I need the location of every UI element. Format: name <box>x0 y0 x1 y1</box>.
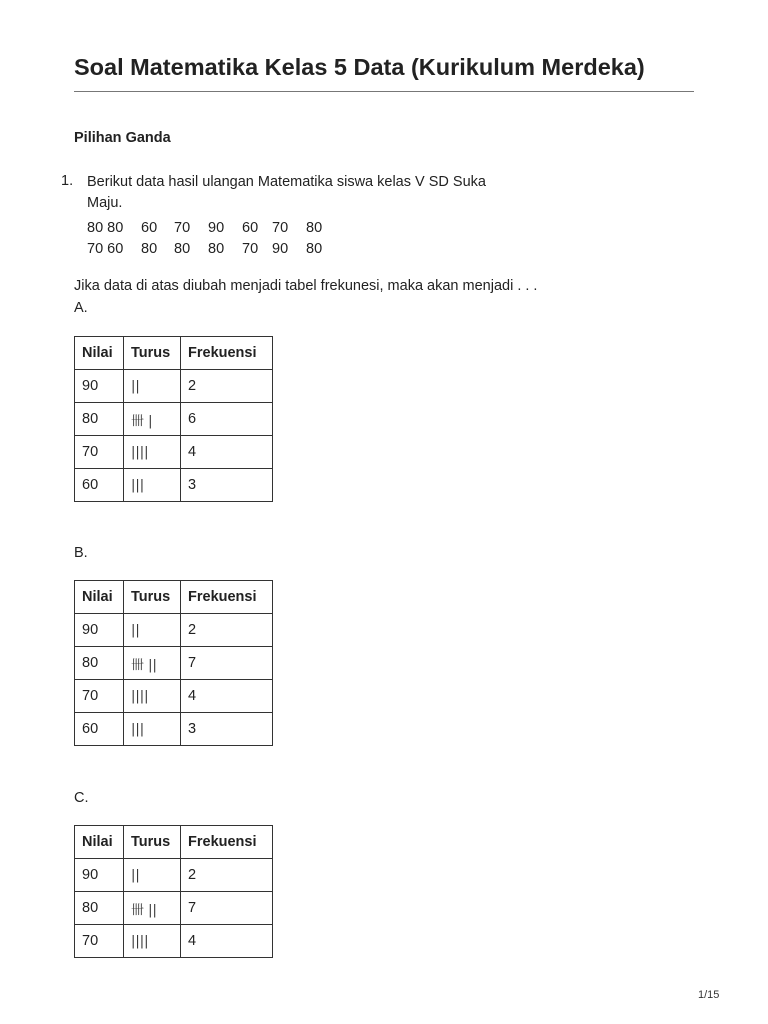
title-divider <box>74 91 694 92</box>
score-value: 70 <box>174 220 191 236</box>
option-label-b: B. <box>74 545 88 561</box>
cell-turus: 卌 || <box>124 892 181 925</box>
cell-nilai: 60 <box>75 713 124 746</box>
cell-turus: |||| <box>124 680 181 713</box>
table-row <box>75 713 273 746</box>
score-value: 80 80 <box>87 220 124 236</box>
score-value: 80 <box>306 220 323 236</box>
table-row <box>75 370 273 403</box>
cell-turus: || <box>124 859 181 892</box>
score-value: 80 <box>141 241 158 257</box>
question-instruction: Jika data di atas diubah menjadi tabel frekunesi, maka akan menjadi . . . <box>74 278 538 294</box>
table-row <box>75 436 273 469</box>
score-value: 90 <box>208 220 225 236</box>
score-value: 60 <box>141 220 158 236</box>
cell-frekuensi: 6 <box>181 403 273 436</box>
option-label-c: C. <box>74 790 89 806</box>
section-heading: Pilihan Ganda <box>74 130 171 146</box>
cell-nilai: 70 <box>75 436 124 469</box>
cell-frekuensi: 3 <box>181 469 273 502</box>
table-row <box>75 614 273 647</box>
header-turus: Turus <box>124 337 181 370</box>
cell-turus: ||| <box>124 713 181 746</box>
table-header-row <box>75 826 273 859</box>
header-frekuensi: Frekuensi <box>181 337 273 370</box>
option-label-a: A. <box>74 300 88 316</box>
table-row <box>75 469 273 502</box>
cell-frekuensi: 2 <box>181 370 273 403</box>
cell-turus: || <box>124 370 181 403</box>
score-value: 80 <box>306 241 323 257</box>
question-text: Berikut data hasil ulangan Matematika siswa kelas V SD Suka Maju. <box>87 174 486 211</box>
table-header-row <box>75 581 273 614</box>
score-value: 70 <box>242 241 259 257</box>
table-row <box>75 403 273 436</box>
cell-nilai: 90 <box>75 614 124 647</box>
cell-nilai: 80 <box>75 403 124 436</box>
cell-nilai: 60 <box>75 469 124 502</box>
cell-frekuensi: 2 <box>181 614 273 647</box>
cell-frekuensi: 4 <box>181 925 273 958</box>
header-turus: Turus <box>124 826 181 859</box>
page-title: Soal Matematika Kelas 5 Data (Kurikulum Merdeka) <box>74 54 645 80</box>
score-data-row <box>87 218 340 239</box>
cell-nilai: 80 <box>75 892 124 925</box>
frequency-table-b <box>74 580 273 746</box>
cell-nilai: 80 <box>75 647 124 680</box>
table-header-row <box>75 337 273 370</box>
score-value: 60 <box>242 220 259 236</box>
score-value: 70 60 <box>87 241 124 257</box>
header-frekuensi: Frekuensi <box>181 581 273 614</box>
cell-turus: |||| <box>124 925 181 958</box>
cell-frekuensi: 7 <box>181 647 273 680</box>
cell-nilai: 90 <box>75 370 124 403</box>
header-nilai: Nilai <box>75 826 124 859</box>
table-row <box>75 859 273 892</box>
cell-frekuensi: 7 <box>181 892 273 925</box>
cell-nilai: 70 <box>75 680 124 713</box>
cell-turus: 卌 || <box>124 647 181 680</box>
header-nilai: Nilai <box>75 581 124 614</box>
cell-turus: |||| <box>124 436 181 469</box>
cell-turus: || <box>124 614 181 647</box>
header-nilai: Nilai <box>75 337 124 370</box>
question-number: 1. <box>61 173 74 189</box>
score-value: 90 <box>272 241 289 257</box>
header-turus: Turus <box>124 581 181 614</box>
score-value: 80 <box>208 241 225 257</box>
header-frekuensi: Frekuensi <box>181 826 273 859</box>
table-row <box>75 647 273 680</box>
cell-frekuensi: 4 <box>181 680 273 713</box>
cell-frekuensi: 3 <box>181 713 273 746</box>
cell-nilai: 70 <box>75 925 124 958</box>
cell-turus: ||| <box>124 469 181 502</box>
cell-frekuensi: 2 <box>181 859 273 892</box>
score-value: 70 <box>272 220 289 236</box>
table-row <box>75 892 273 925</box>
table-row <box>75 680 273 713</box>
cell-turus: 卌 | <box>124 403 181 436</box>
page-number: 1/15 <box>698 989 720 1001</box>
frequency-table-c <box>74 825 273 958</box>
score-data-row <box>87 239 340 260</box>
frequency-table-a <box>74 336 273 502</box>
cell-nilai: 90 <box>75 859 124 892</box>
score-value: 80 <box>174 241 191 257</box>
table-row <box>75 925 273 958</box>
score-data <box>87 218 340 260</box>
cell-frekuensi: 4 <box>181 436 273 469</box>
